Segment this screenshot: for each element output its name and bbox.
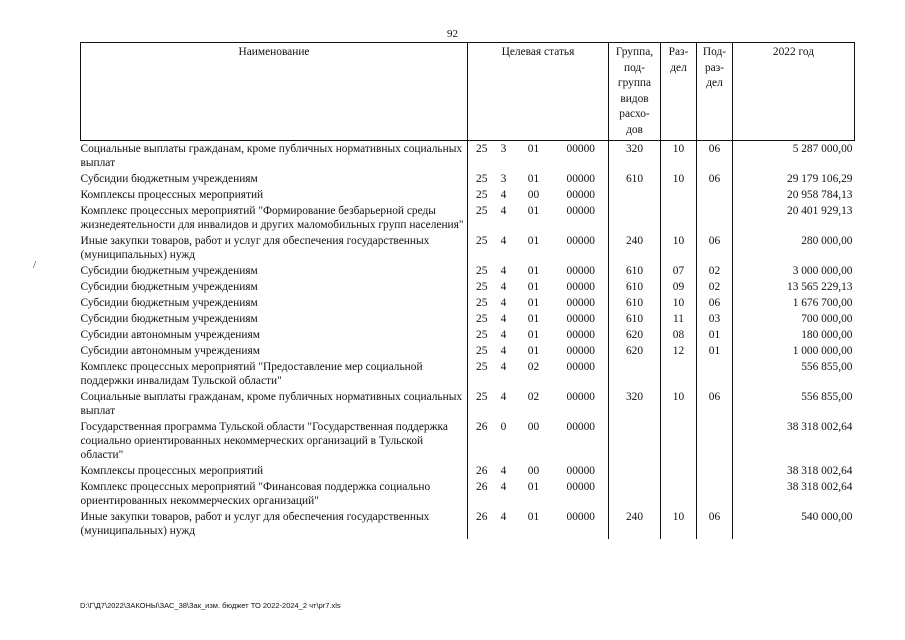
amount-2022: 20 958 784,13: [787, 189, 853, 201]
section-code: 07: [661, 263, 697, 279]
target-code-program: 25: [476, 235, 488, 247]
target-code-subprogram: 00: [527, 465, 540, 477]
target-code-subprogram: 01: [527, 235, 540, 247]
header-section: Раз- дел: [661, 43, 697, 141]
target-code-direction: 00000: [554, 279, 609, 295]
target-code-type: 4: [500, 235, 507, 247]
subsection-code: 02: [697, 279, 733, 295]
section-code: [661, 359, 697, 389]
subsection-code: 06: [697, 295, 733, 311]
amount-2022: 38 318 002,64: [787, 465, 853, 477]
target-code-subprogram: 01: [527, 481, 540, 493]
section-code: 08: [661, 327, 697, 343]
target-code-type: 4: [500, 361, 507, 373]
table-row: [81, 233, 855, 263]
subsection-code: [697, 359, 733, 389]
table-row: [81, 419, 855, 463]
row-name: Комплексы процессных мероприятий: [81, 187, 468, 203]
expense-group: [609, 479, 661, 509]
table-row: [81, 311, 855, 327]
file-path-footer: D:\Г\Д7\2022\ЗАКОНЫ\ЗАС_38\Зак_изм. бюджет ТО 2022-2024_2 чт\pr7.xls: [80, 601, 341, 610]
section-code: [661, 463, 697, 479]
target-code-type: 4: [500, 297, 507, 309]
row-name: Субсидии бюджетным учреждениям: [81, 263, 468, 279]
expense-group: 610: [609, 279, 661, 295]
target-code-type: 3: [500, 143, 507, 155]
target-code-type: 4: [500, 281, 507, 293]
expense-group: [609, 463, 661, 479]
table-row: [81, 187, 855, 203]
target-code-type: 4: [500, 313, 507, 325]
target-code-direction: 00000: [554, 463, 609, 479]
expense-group: [609, 359, 661, 389]
target-code-direction: 00000: [554, 327, 609, 343]
table-row: [81, 389, 855, 419]
target-code-direction: 00000: [554, 389, 609, 419]
budget-table-container: [80, 42, 854, 539]
amount-2022: 5 287 000,00: [792, 143, 853, 155]
subsection-code: [697, 203, 733, 233]
expense-group: [609, 419, 661, 463]
table-row: [81, 279, 855, 295]
expense-group: 620: [609, 343, 661, 359]
row-name: Субсидии бюджетным учреждениям: [81, 311, 468, 327]
target-code-type: 4: [500, 205, 507, 217]
section-code: 11: [661, 311, 697, 327]
subsection-code: [697, 187, 733, 203]
row-name: Иные закупки товаров, работ и услуг для обеспечения государственных (муниципальных) нужд: [81, 233, 468, 263]
table-row: [81, 479, 855, 509]
row-name: Субсидии автономным учреждениям: [81, 343, 468, 359]
row-name: Социальные выплаты гражданам, кроме публичных нормативных социальных выплат: [81, 141, 468, 172]
subsection-code: 01: [697, 327, 733, 343]
target-code-program: 26: [476, 465, 488, 477]
target-code-direction: 00000: [554, 419, 609, 463]
target-code-type: 4: [500, 345, 507, 357]
expense-group: 610: [609, 295, 661, 311]
target-code-type: 4: [500, 265, 507, 277]
target-code-program: 26: [476, 511, 488, 523]
amount-2022: 38 318 002,64: [787, 421, 853, 433]
amount-2022: 20 401 929,13: [787, 205, 853, 217]
target-code-direction: 00000: [554, 263, 609, 279]
target-code-program: 25: [476, 281, 488, 293]
table-row: [81, 327, 855, 343]
target-code-program: 25: [476, 143, 488, 155]
target-code-program: 25: [476, 391, 488, 403]
target-code-program: 25: [476, 189, 488, 201]
subsection-code: 03: [697, 311, 733, 327]
subsection-code: 06: [697, 171, 733, 187]
section-code: 10: [661, 295, 697, 311]
row-name: Комплекс процессных мероприятий "Предоставление мер социальной поддержки инвалидам Тульской области": [81, 359, 468, 389]
row-name: Государственная программа Тульской области "Государственная поддержка социально ориентированных некоммерческих организаций в Тульской области": [81, 419, 468, 463]
section-code: 10: [661, 509, 697, 539]
target-code-program: 25: [476, 205, 488, 217]
section-code: 10: [661, 233, 697, 263]
amount-2022: 13 565 229,13: [787, 281, 853, 293]
subsection-code: 06: [697, 509, 733, 539]
target-code-subprogram: 00: [527, 189, 540, 201]
table-row: [81, 295, 855, 311]
expense-group: [609, 187, 661, 203]
amount-2022: 3 000 000,00: [792, 265, 853, 277]
subsection-code: 06: [697, 233, 733, 263]
target-code-subprogram: 01: [527, 205, 540, 217]
row-name: Субсидии бюджетным учреждениям: [81, 295, 468, 311]
target-code-type: 4: [500, 329, 507, 341]
target-code-subprogram: 01: [527, 313, 540, 325]
subsection-code: 02: [697, 263, 733, 279]
target-code-direction: 00000: [554, 343, 609, 359]
target-code-direction: 00000: [554, 295, 609, 311]
target-code-type: 4: [500, 189, 507, 201]
amount-2022: 700 000,00: [801, 313, 853, 325]
amount-2022: 1 000 000,00: [792, 345, 853, 357]
target-code-program: 25: [476, 265, 488, 277]
section-code: [661, 203, 697, 233]
amount-2022: 29 179 106,29: [787, 173, 853, 185]
target-code-type: 3: [500, 173, 507, 185]
section-code: [661, 187, 697, 203]
target-code-program: 25: [476, 173, 488, 185]
table-row: [81, 203, 855, 233]
row-name: Комплекс процессных мероприятий "Финансовая поддержка социально ориентированных некоммерческих организаций": [81, 479, 468, 509]
amount-2022: 38 318 002,64: [787, 481, 853, 493]
row-name: Субсидии бюджетным учреждениям: [81, 279, 468, 295]
expense-group: [609, 203, 661, 233]
target-code-program: 25: [476, 329, 488, 341]
amount-2022: 556 855,00: [801, 391, 853, 403]
amount-2022: 540 000,00: [801, 511, 853, 523]
header-year-2022: 2022 год: [733, 43, 855, 141]
target-code-program: 26: [476, 481, 488, 493]
target-code-program: 25: [476, 361, 488, 373]
subsection-code: [697, 463, 733, 479]
expense-group: 320: [609, 141, 661, 172]
amount-2022: 280 000,00: [801, 235, 853, 247]
amount-2022: 180 000,00: [801, 329, 853, 341]
target-code-direction: 00000: [554, 311, 609, 327]
target-code-subprogram: 00: [527, 421, 540, 433]
section-code: [661, 479, 697, 509]
expense-group: 620: [609, 327, 661, 343]
target-code-direction: 00000: [554, 171, 609, 187]
table-body: [81, 141, 855, 540]
subsection-code: 06: [697, 389, 733, 419]
margin-mark: /: [33, 259, 37, 271]
table-row: [81, 141, 855, 172]
expense-group: 240: [609, 233, 661, 263]
target-code-type: 4: [500, 391, 507, 403]
section-code: 10: [661, 171, 697, 187]
target-code-subprogram: 01: [527, 281, 540, 293]
target-code-subprogram: 01: [527, 173, 540, 185]
table-row: [81, 509, 855, 539]
target-code-direction: 00000: [554, 479, 609, 509]
row-name: Комплекс процессных мероприятий "Формирование безбарьерной среды жизнедеятельности для инвалидов и других маломобильных групп населения": [81, 203, 468, 233]
target-code-subprogram: 02: [527, 361, 540, 373]
header-expense-group: Группа, под- группа видов расхо- дов: [609, 43, 661, 141]
target-code-subprogram: 01: [527, 329, 540, 341]
target-code-direction: 00000: [554, 187, 609, 203]
target-code-type: 4: [500, 481, 507, 493]
target-code-direction: 00000: [554, 141, 609, 172]
target-code-direction: 00000: [554, 233, 609, 263]
target-code-subprogram: 02: [527, 391, 540, 403]
target-code-type: 4: [500, 511, 507, 523]
section-code: 09: [661, 279, 697, 295]
row-name: Субсидии автономным учреждениям: [81, 327, 468, 343]
section-code: 10: [661, 389, 697, 419]
target-code-type: 4: [500, 465, 507, 477]
expense-group: 610: [609, 311, 661, 327]
expense-group: 610: [609, 263, 661, 279]
target-code-type: 0: [500, 421, 507, 433]
table-row: [81, 263, 855, 279]
subsection-code: 06: [697, 141, 733, 172]
target-code-subprogram: 01: [527, 143, 540, 155]
subsection-code: [697, 419, 733, 463]
row-name: Субсидии бюджетным учреждениям: [81, 171, 468, 187]
page-number: 92: [447, 28, 458, 40]
expense-group: 320: [609, 389, 661, 419]
row-name: Комплексы процессных мероприятий: [81, 463, 468, 479]
header-target-article: Целевая статья: [468, 43, 609, 141]
target-code-program: 25: [476, 297, 488, 309]
header-subsection: Под- раз- дел: [697, 43, 733, 141]
amount-2022: 1 676 700,00: [792, 297, 853, 309]
subsection-code: 01: [697, 343, 733, 359]
table-row: [81, 171, 855, 187]
budget-table: [80, 42, 855, 539]
target-code-subprogram: 01: [527, 511, 540, 523]
target-code-direction: 00000: [554, 509, 609, 539]
expense-group: 610: [609, 171, 661, 187]
target-code-program: 26: [476, 421, 488, 433]
row-name: Иные закупки товаров, работ и услуг для обеспечения государственных (муниципальных) нужд: [81, 509, 468, 539]
table-row: [81, 463, 855, 479]
section-code: [661, 419, 697, 463]
table-row: [81, 359, 855, 389]
expense-group: 240: [609, 509, 661, 539]
subsection-code: [697, 479, 733, 509]
row-name: Социальные выплаты гражданам, кроме публичных нормативных социальных выплат: [81, 389, 468, 419]
target-code-direction: 00000: [554, 359, 609, 389]
section-code: 12: [661, 343, 697, 359]
amount-2022: 556 855,00: [801, 361, 853, 373]
table-row: [81, 343, 855, 359]
target-code-program: 25: [476, 313, 488, 325]
target-code-program: 25: [476, 345, 488, 357]
section-code: 10: [661, 141, 697, 172]
target-code-subprogram: 01: [527, 345, 540, 357]
target-code-direction: 00000: [554, 203, 609, 233]
target-code-subprogram: 01: [527, 297, 540, 309]
target-code-subprogram: 01: [527, 265, 540, 277]
header-name: Наименование: [81, 43, 468, 141]
